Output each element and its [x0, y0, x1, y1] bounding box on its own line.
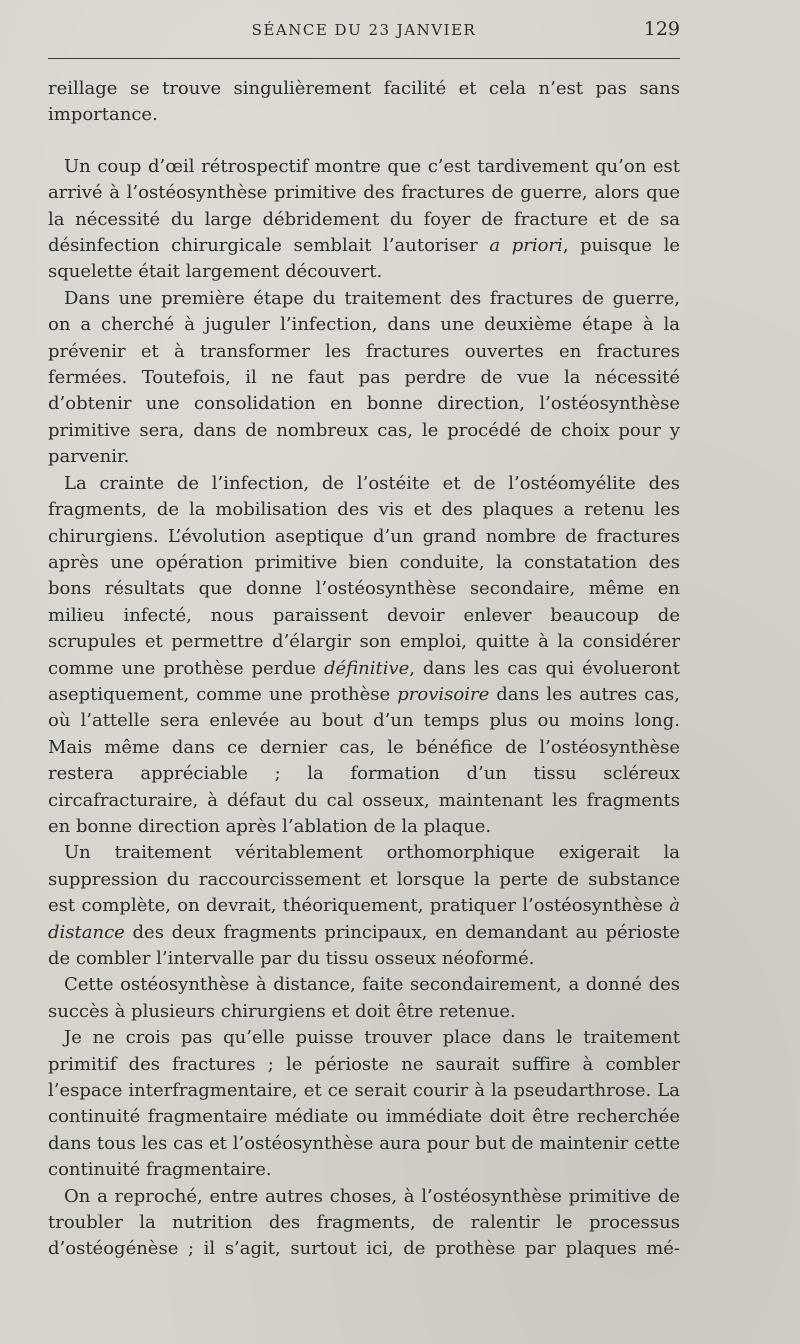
italic-phrase: provisoire: [397, 683, 490, 705]
paragraph-7: [48, 1025, 680, 1183]
paragraph-text: , puisque le squelette était largement découvert.: [48, 235, 681, 283]
paragraph-text: Je ne crois pas qu’elle puisse trouver place dans le traitement primitif des fractures ; le périoste ne saurait suffire à combler l’espace interfragmentaire, et ce serait courir à la pseudarthrose. La continuité fragmentaire médiate ou immédiate doit être recherchée dans tous les cas et l’ostéosynthèse aura pour but de maintenir cette continuité fragmentaire.: [48, 1027, 680, 1181]
paragraph-5: [48, 840, 680, 972]
italic-phrase: a priori: [489, 235, 563, 257]
book-page: [48, 18, 680, 1328]
paragraph-text: Dans une première étape du traitement des fractures de guerre, on a cherché à juguler l’infection, dans une deuxième étape à la prévenir et à transformer les fractures ouvertes en fractures fermées. Toutefois, il ne faut pas perdre de vue la nécessité d’obtenir une consolidation en bonne direction, l’ostéosynthèse primitive sera, dans de nombreux cas, le procédé de choix pour y parvenir.: [48, 287, 680, 468]
paragraph-text: Un coup d’œil rétrospectif montre que c’est tardivement qu’on est arrivé à l’ostéosynthèse primitive des fractures de guerre, alors que la nécessité du large débridement du foyer de fracture et de sa désinfection chirurgicale semblait l’autoriser: [48, 155, 680, 257]
italic-phrase: définitive: [323, 657, 410, 679]
paragraph-4: [48, 471, 680, 841]
paragraph-text: reillage se trouve singulièrement facilité et cela n’est pas sans importance.: [48, 78, 680, 126]
paragraph-text: On a reproché, entre autres choses, à l’ostéosynthèse primitive de troubler la nutrition des fragments, de ralentir le processus d’ostéogénèse ; il s’agit, surtout ici, de prothèse par plaques mé-: [48, 1185, 680, 1260]
header-rule: [48, 58, 680, 59]
body-text: [48, 76, 680, 1263]
paragraph-2: [48, 154, 680, 286]
paragraph-8: [48, 1184, 680, 1263]
paragraph-text: Cette ostéosynthèse à distance, faite secondairement, a donné des succès à plusieurs chirurgiens et doit être retenue.: [48, 974, 680, 1022]
paragraph-1: [48, 76, 680, 129]
page-number: 129: [643, 18, 680, 40]
paragraph-text: , dans les cas qui évolueront aseptiquement, comme une prothèse: [48, 657, 680, 705]
running-header: [48, 18, 680, 52]
paragraph-3: [48, 286, 680, 471]
paragraph-text: des deux fragments principaux, en demandant au périoste de combler l’intervalle par du tissu osseux néoformé.: [48, 921, 680, 969]
paragraph-text: La crainte de l’infection, de l’ostéite et de l’ostéomyélite des fragments, de la mobilisation des vis et des plaques a retenu les chirurgiens. L’évolution aseptique d’un grand nombre de fractures après une opération primitive bien conduite, la constatation des bons résultats que donne l’ostéosynthèse secondaire, même en milieu infecté, nous paraissent devoir enlever beaucoup de scrupules et permettre d’élargir son emploi, quitte à la considérer comme une prothèse perdue: [48, 472, 680, 679]
paragraph-6: [48, 972, 680, 1025]
paragraph-text: Un traitement véritablement orthomorphique exigerait la suppression du raccourcissement et lorsque la perte de substance est complète, on devrait, théoriquement, pratiquer l’ostéosynthèse: [48, 842, 680, 917]
running-title: SÉANCE DU 23 JANVIER: [251, 21, 477, 39]
italic-phrase: à distance: [48, 895, 680, 943]
paragraph-text: dans les autres cas, où l’attelle sera enlevée au bout d’un temps plus ou moins long. Mais même dans ce dernier cas, le bénéfice de l’ostéosynthèse restera appréciable ; la formation d’un tissu scléreux circafracturaire, à défaut du cal osseux, maintenant les fragments en bonne direction après l’ablation de la plaque.: [48, 683, 680, 837]
